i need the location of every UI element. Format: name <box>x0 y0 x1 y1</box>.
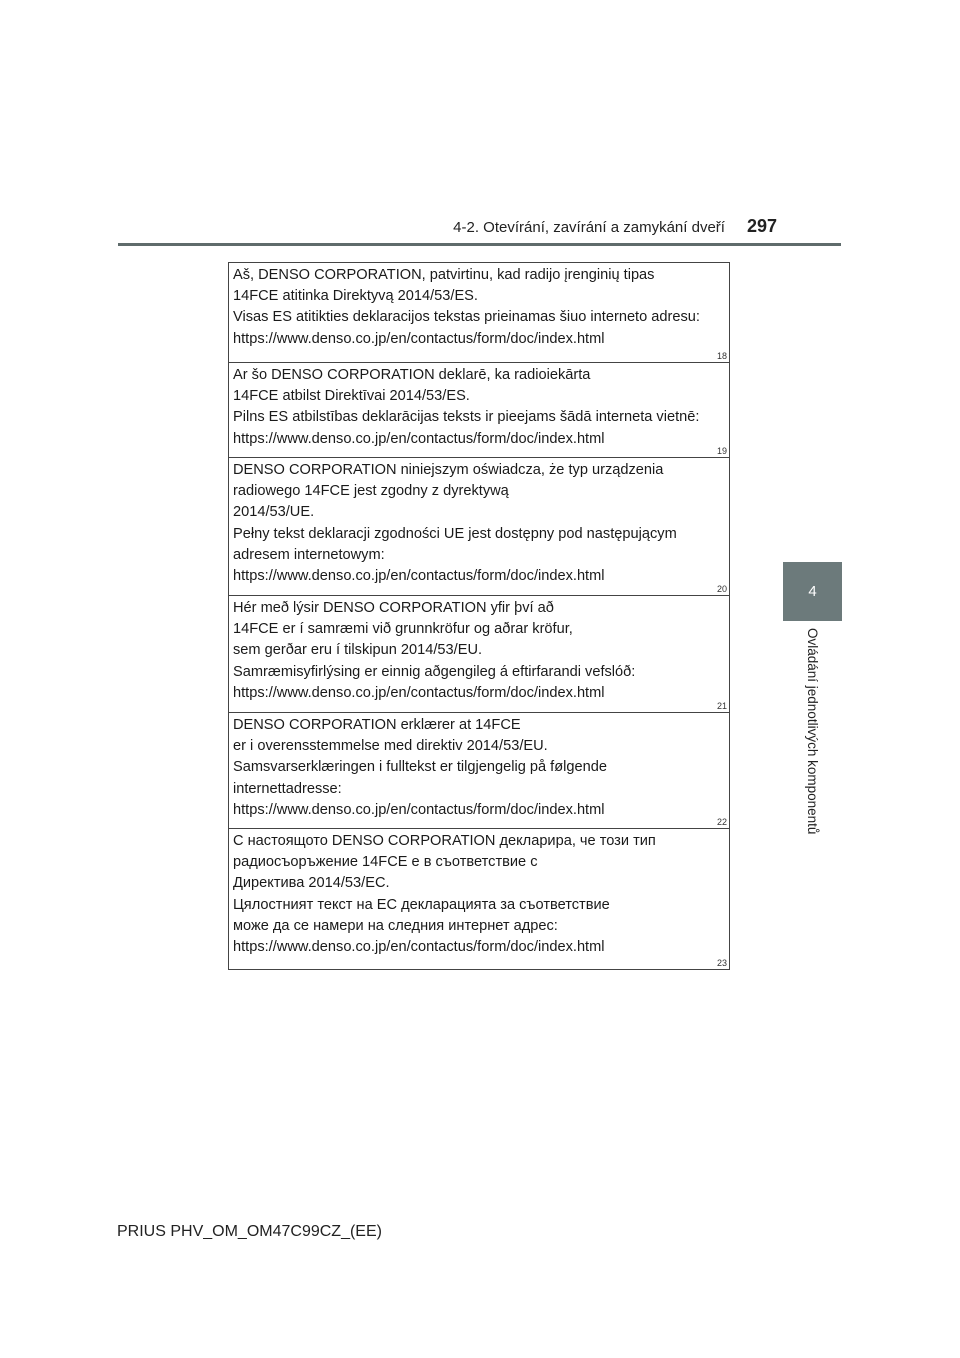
declaration-line: DENSO CORPORATION erklærer at 14FCE <box>233 717 521 733</box>
declaration-line: radiowego 14FCE jest zgodny z dyrektywą <box>233 483 509 500</box>
declaration-block <box>229 596 729 713</box>
document-code: PRIUS PHV_OM_OM47C99CZ_(EE) <box>117 1223 382 1240</box>
declaration-line: DENSO CORPORATION niniejszym oświadcza, że typ urządzenia <box>233 462 664 478</box>
declaration-line: Samræmisyfirlýsing er einnig aðgengileg á eftirfarandi vefslóð: <box>233 663 636 680</box>
declaration-block <box>229 363 729 458</box>
declaration-number: 22 <box>716 817 727 827</box>
declaration-line: 14FCE er í samræmi við grunnkröfur og aðrar kröfur, <box>233 621 573 638</box>
chapter-number: 4 <box>808 583 817 600</box>
declaration-line: https://www.denso.co.jp/en/contactus/form/doc/index.html <box>233 430 605 447</box>
declaration-block <box>229 713 729 829</box>
declaration-block <box>229 263 729 363</box>
chapter-side-label <box>783 628 842 858</box>
declaration-number: 21 <box>716 701 727 711</box>
declaration-line: Ar šo DENSO CORPORATION deklarē, ka radioiekārta <box>233 367 591 383</box>
declaration-number: 18 <box>716 351 727 361</box>
section-title: 4-2. Otevírání, zavírání a zamykání dveří <box>453 219 725 236</box>
page-header <box>0 216 777 237</box>
declaration-line: internettadresse: <box>233 780 342 797</box>
declaration-number: 19 <box>716 446 727 456</box>
declaration-line: https://www.denso.co.jp/en/contactus/form/doc/index.html <box>233 939 605 956</box>
header-rule <box>118 243 841 246</box>
declaration-line: https://www.denso.co.jp/en/contactus/form/doc/index.html <box>233 684 605 701</box>
declarations-box <box>228 262 730 970</box>
declaration-block <box>229 829 729 969</box>
declaration-line: 14FCE atbilst Direktīvai 2014/53/ES. <box>233 388 470 405</box>
declaration-block <box>229 458 729 596</box>
chapter-tab <box>783 562 842 621</box>
declaration-line: https://www.denso.co.jp/en/contactus/form/doc/index.html <box>233 568 605 585</box>
declaration-line: Hér með lýsir DENSO CORPORATION yfir því að <box>233 600 554 616</box>
chapter-label: Ovládání jednotlivých komponentů <box>805 628 820 835</box>
declaration-line: Цялостният текст на ЕС декларацията за съответствие <box>233 896 610 913</box>
declaration-line: adresem internetowym: <box>233 546 385 563</box>
declaration-line: Aš, DENSO CORPORATION, patvirtinu, kad radijo įrenginių tipas <box>233 267 655 283</box>
declaration-line: Pilns ES atbilstības deklarācijas teksts ir pieejams šādā interneta vietnē: <box>233 409 700 426</box>
declaration-line: https://www.denso.co.jp/en/contactus/form/doc/index.html <box>233 330 605 347</box>
declaration-line: sem gerðar eru í tilskipun 2014/53/EU. <box>233 642 483 659</box>
declaration-line: С настоящото DENSO CORPORATION декларира, че този тип <box>233 833 656 849</box>
declaration-line: 2014/53/UE. <box>233 504 315 521</box>
declaration-number: 23 <box>716 958 727 968</box>
declaration-line: Samsvarserklæringen i fulltekst er tilgjengelig på følgende <box>233 759 607 776</box>
declaration-line: може да се намери на следния интернет адрес: <box>233 917 558 934</box>
declaration-line: 14FCE atitinka Direktyvą 2014/53/ES. <box>233 288 478 305</box>
declaration-line: er i overensstemmelse med direktiv 2014/53/EU. <box>233 738 548 755</box>
declaration-line: радиосъоръжение 14FCE е в съответствие с <box>233 854 538 871</box>
declaration-line: Директива 2014/53/ЕС. <box>233 875 390 892</box>
declaration-number: 20 <box>716 584 727 594</box>
declaration-line: Pełny tekst deklaracji zgodności UE jest dostępny pod następującym <box>233 525 677 542</box>
page-number: 297 <box>746 216 777 236</box>
declaration-line: Visas ES atitikties deklaracijos tekstas prieinamas šiuo interneto adresu: <box>233 309 700 326</box>
declaration-line: https://www.denso.co.jp/en/contactus/form/doc/index.html <box>233 801 605 818</box>
